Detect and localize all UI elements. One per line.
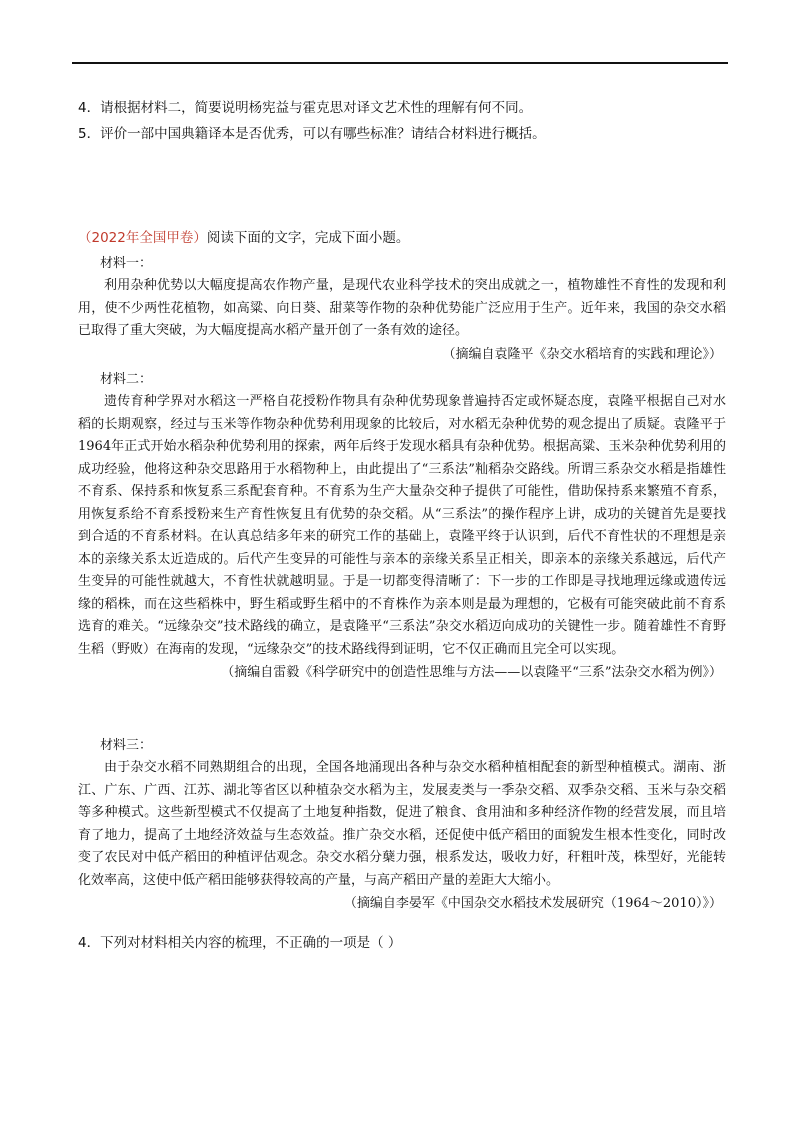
header-rule <box>72 62 728 64</box>
question-5-top: 5．评价一部中国典籍译本是否优秀，可以有哪些标准？请结合材料进行概括。 <box>78 126 546 142</box>
material-1 <box>78 252 726 366</box>
material-2-title: 材料二： <box>100 372 153 387</box>
intro-text: 阅读下面的文字，完成下面小题。 <box>206 230 410 246</box>
material-1-paragraph: 利用杂种优势以大幅度提高农作物产量，是现代农业科学技术的突出成就之一，植物雄性不育性的发现和利用，使不少两性花植物，如高粱、向日葵、甜菜等作物的杂种优势能广泛应用于生产。近年来，我国的杂交水稻已取得了重大突破，为大幅度提高水稻产量开创了一条有效的途径。 <box>78 278 726 338</box>
material-3 <box>78 734 726 915</box>
material-1-title: 材料一： <box>100 256 153 271</box>
material-2-source: （摘编自雷毅《科学研究中的创造性思维与方法——以袁隆平“三系”法杂交水稻为例》） <box>221 665 722 680</box>
reading-intro <box>78 228 409 248</box>
material-2 <box>78 368 726 684</box>
exam-source-tag: （2022年全国甲卷） <box>78 230 207 246</box>
question-4-top: 4．请根据材料二，简要说明杨宪益与霍克思对译文艺术性的理解有何不同。 <box>78 100 533 116</box>
material-1-source: （摘编自袁隆平《杂交水稻培育的实践和理论》） <box>442 346 722 362</box>
material-2-paragraph: 遗传育种学界对水稻这一严格自花授粉作物具有杂种优势现象普遍持否定或怀疑态度，袁隆平根据自己对水稻的长期观察，经过与玉米等作物杂种优势利用现象的比较后，对水稻无杂种优势的观念提出了质疑。袁隆平于1964年正式开始水稻杂种优势利用的探索，两年后终于发现水稻具有杂种优势。根据高粱、玉米杂种优势利用的成功经验，他将这种杂交思路用于水稻物种上，由此提出了“三系法”籼稻杂交路线。所谓三系杂交水稻是指雄性不育系、保持系和恢复系三系配套育种。不育系为生产大量杂交种子提供了可能性，借助保持系来繁殖不育系，用恢复系给不育系授粉来生产育性恢复且有优势的杂交稻。从“三系法”的操作程序上讲，成功的关键首先是要找到合适的不育系材料。在认真总结多年来的研究工作的基础上，袁隆平终于认识到，后代不育性状的不理想是亲本的亲缘关系太近造成的。后代产生变异的可能性与亲本的亲缘关系呈正相关，即亲本的亲缘关系越远，后代产生变异的可能性就越大，不育性状就越明显。于是一切都变得清晰了：下一步的工作即是寻找地理远缘或遗传远缘的稻株，而在这些稻株中，野生稻或野生稻中的不育株作为亲本则是最为理想的，它极有可能突破此前不育系选育的难关。“远缘杂交”技术路线的确立，是袁隆平“三系法”杂交水稻迈向成功的关键性一步。随着雄性不育野生稻（野败）在海南的发现，“远缘杂交”的技术路线得到证明，它不仅正确而且完全可以实现。 <box>78 394 726 657</box>
material-3-source: （摘编自李晏军《中国杂交水稻技术发展研究（1964～2010）》） <box>343 896 722 911</box>
question-4-bottom: 4．下列对材料相关内容的梳理，不正确的一项是（ ） <box>78 935 402 951</box>
material-3-paragraph: 由于杂交水稻不同熟期组合的出现，全国各地涌现出各种与杂交水稻种植相配套的新型种植模式。湖南、浙江、广东、广西、江苏、湖北等省区以种植杂交水稻为主，发展麦类与一季杂交稻、双季杂交稻、玉米与杂交稻等多种模式。这些新型模式不仅提高了土地复种指数，促进了粮食、食用油和多种经济作物的经营发展，而且培育了地力，提高了土地经济效益与生态效益。推广杂交水稻，还促使中低产稻田的面貌发生根本性变化，同时改变了农民对中低产稻田的种植评估观念。杂交水稻分蘖力强，根系发达，吸收力好，秆粗叶茂，株型好，光能转化效率高，这使中低产稻田能够获得较高的产量，与高产稻田产量的差距大大缩小。 <box>78 760 726 888</box>
material-3-title: 材料三： <box>100 738 153 753</box>
